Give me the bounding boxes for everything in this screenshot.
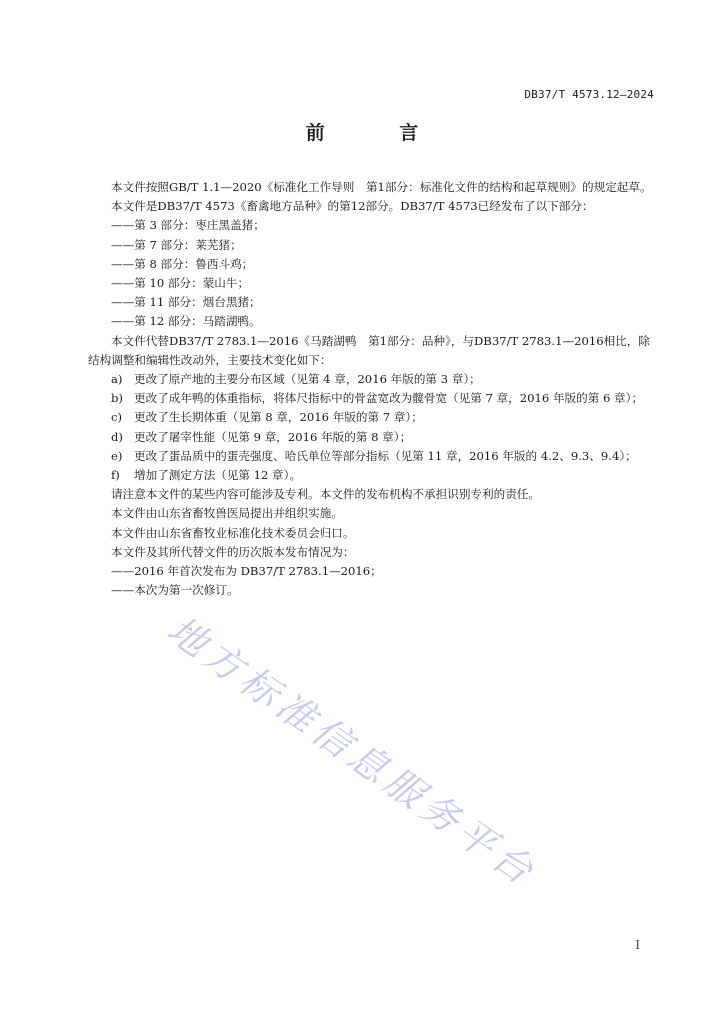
paragraph-proposer: 本文件由山东省畜牧兽医局提出并组织实施。	[111, 506, 343, 521]
paragraph-drafting-rules: 本文件按照GB/T 1.1—2020《标准化工作导则 第1部分：标准化文件的结构和起草规则》的规定起草。	[111, 180, 652, 194]
change-marker: b)	[111, 391, 123, 406]
change-text: 更改了蛋品质中的蛋壳强度、哈氏单位等部分指标（见第 11 章，2016 年版的 4.2、9.3、9.4）；	[134, 448, 637, 463]
list-item: ——本次为第一次修订。	[111, 583, 239, 598]
change-marker: c)	[111, 410, 123, 425]
list-item: ——第 8 部分：鲁西斗鸡；	[111, 256, 254, 271]
paragraph-patent-notice: 请注意本文件的某些内容可能涉及专利。本文件的发布机构不承担识别专利的责任。	[111, 487, 540, 502]
paragraph-replacement: 本文件代替DB37/T 2783.1—2016《马踏湖鸭 第1部分：品种》，与DB37/T 2783.1—2016相比，除结构调整和编辑性改动外，主要技术变化如下：	[88, 333, 650, 367]
document-code: DB37/T 4573.12—2024	[524, 88, 654, 101]
change-item	[88, 389, 658, 408]
change-text: 更改了屠宰性能（见第 9 章，2016 年版的第 8 章）；	[134, 429, 412, 444]
paragraph-history-intro: 本文件及其所代替文件的历次版本发布情况为：	[111, 544, 355, 559]
change-text: 增加了测定方法（见第 12 章）。	[134, 468, 302, 483]
list-item: ——第 11 部分：烟台黑猪；	[111, 295, 261, 310]
change-item	[88, 428, 658, 447]
list-item: ——2016 年首次发布为 DB37/T 2783.1—2016；	[111, 564, 382, 579]
paragraph-committee: 本文件由山东省畜牧业标准化技术委员会归口。	[111, 525, 355, 540]
change-text: 更改了成年鸭的体重指标，将体尺指标中的骨盆宽改为髋骨宽（见第 7 章，2016 年版的第 6 章）；	[134, 391, 644, 406]
watermark: 地方标准信息服务平台	[159, 607, 546, 896]
list-item: ——第 12 部分：马踏湖鸭。	[111, 314, 261, 329]
change-marker: f)	[111, 468, 120, 483]
list-item: ——第 7 部分：莱芜猪；	[111, 237, 242, 252]
change-text: 更改了生长期体重（见第 8 章，2016 年版的第 7 章）；	[134, 410, 423, 425]
document-body	[88, 178, 658, 600]
page-number: I	[635, 938, 640, 952]
change-marker: e)	[111, 448, 123, 463]
paragraph-series-intro: 本文件是DB37/T 4573《畜禽地方品种》的第12部分。DB37/T 4573已经发布了以下部分：	[111, 199, 594, 214]
change-item	[88, 466, 658, 485]
list-item: ——第 3 部分：枣庄黑盖猪；	[111, 218, 265, 233]
change-text: 更改了原产地的主要分布区域（见第 4 章，2016 年版的第 3 章）；	[134, 372, 481, 387]
change-marker: a)	[111, 372, 123, 387]
change-item	[88, 370, 658, 389]
change-item	[88, 408, 658, 427]
list-item: ——第 10 部分：蒙山牛；	[111, 276, 250, 291]
change-item	[88, 447, 658, 466]
page-title: 前 言	[305, 122, 453, 144]
change-marker: d)	[111, 429, 123, 444]
